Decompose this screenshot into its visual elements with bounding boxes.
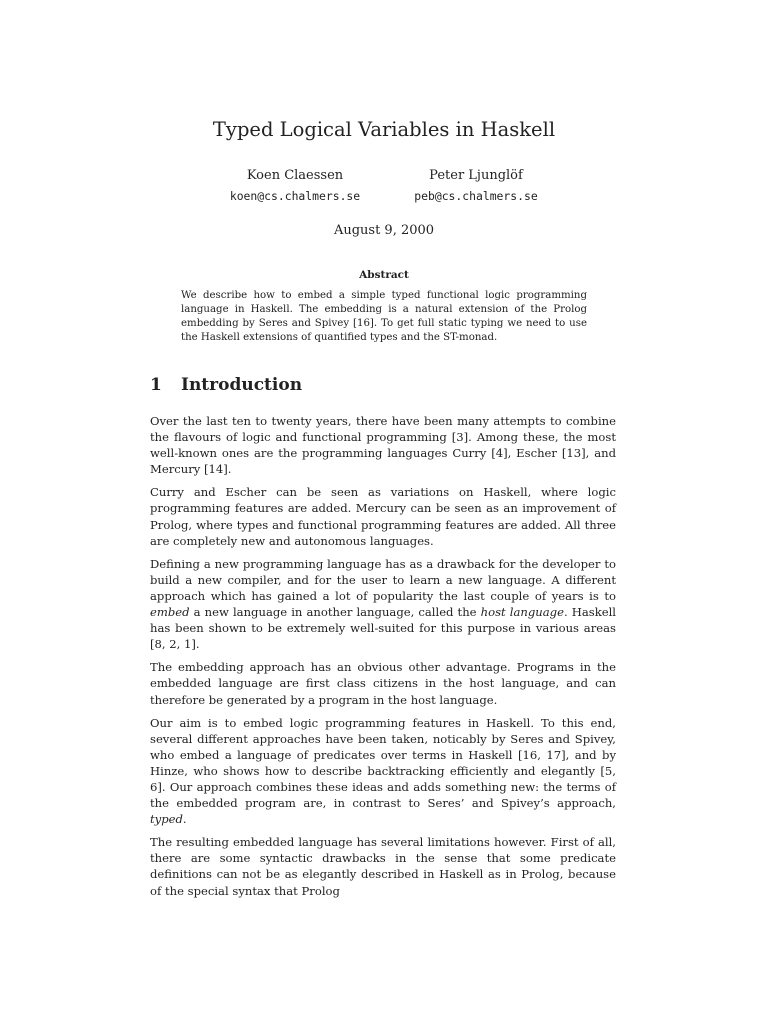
emphasis: typed [150,812,183,827]
author-name: Peter Ljunglöf [429,168,523,183]
paper-title: Typed Logical Variables in Haskell [212,118,556,141]
paragraph: The embedding approach has an obvious other advantage. Programs in the embedded language are first class citizens in the host language, and can therefore be generated by a program in the host language. [150,660,616,707]
emphasis: host language [480,605,564,620]
paragraph: Over the last ten to twenty years, there have been many attempts to combine the flavours of logic and functional programming [3]. Among these, the most well-known ones are the programming languages Curry [4], Escher [13], and Mercury [14]. [150,414,616,477]
paper-date: August 9, 2000 [333,223,435,238]
author-name: Koen Claessen [246,168,344,183]
paragraph: Curry and Escher can be seen as variations on Haskell, where logic programming features are added. Mercury can be seen as an improvement of Prolog, where types and functional programming features are added. All three are completely new and autonomous languages. [150,485,616,548]
author-email: koen@cs.chalmers.se [229,189,361,203]
abstract-heading: Abstract [359,269,409,281]
author-email: peb@cs.chalmers.se [414,189,538,203]
section-heading [150,372,302,398]
paragraph: Our aim is to embed logic programming features in Haskell. To this end, several different approaches have been taken, noticably by Seres and Spivey, who embed a language of predicates over terms in Haskell [16, 17], and by Hinze, who shows how to describe backtracking efficiently and elegantly [5, 6]. Our approach combines these ideas and adds something new: the terms of the embedded program are, in contrast to Seres’ and Spivey’s approach, typed. [150,715,616,827]
paragraph: The resulting embedded language has several limitations however. First of all, there are some syntactic drawbacks in the sense that some predicate definitions can not be as elegantly described in Haskell as in Prolog, because of the special syntax that Prolog [150,835,616,898]
author-block [366,166,586,206]
emphasis: embed [150,605,190,620]
paragraph: Defining a new programming language has as a drawback for the developer to build a new compiler, and for the user to learn a new language. A different approach which has gained a lot of popularity the last couple of years is to embed a new language in another language, called the host language. Haskell has been shown to be extremely well-suited for this purpose in various areas [8, 2, 1]. [150,556,616,652]
abstract-text: We describe how to embed a simple typed functional logic programming language in Haskell. The embedding is a natural extension of the Prolog embedding by Seres and Spivey [16]. To get full static typing we need to use the Haskell extensions of quantified types and the ST-monad. [181,290,587,343]
section-body [150,413,616,906]
section-number: 1 [150,375,162,395]
section-title: Introduction [181,375,303,395]
